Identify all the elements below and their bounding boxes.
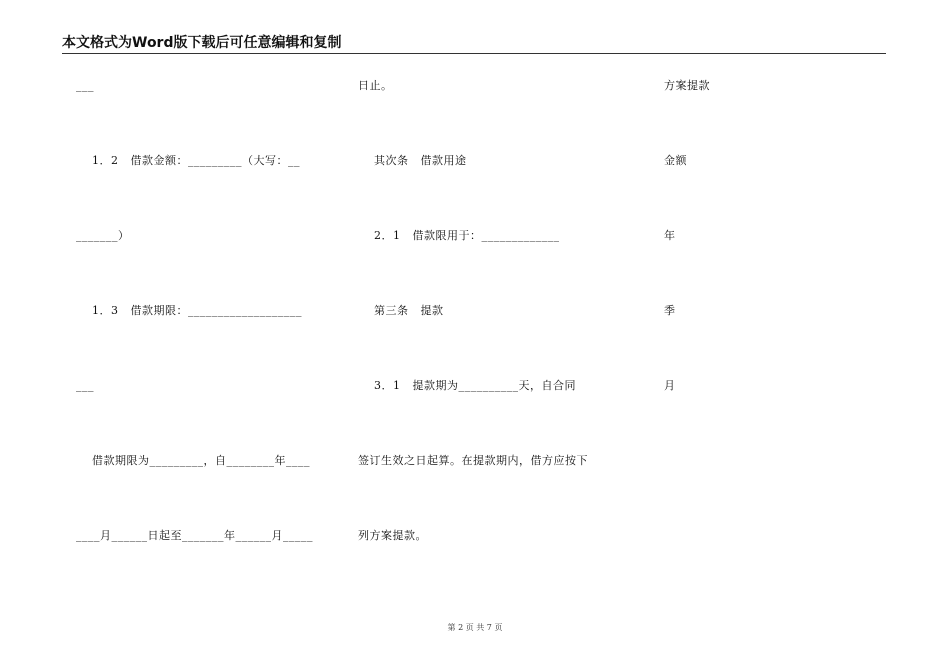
right-line-1: 方案提款 bbox=[664, 79, 710, 92]
left-line-1: ___ bbox=[76, 79, 94, 92]
right-line-5: 月 bbox=[664, 379, 676, 392]
left-line-7: ____月______日起至_______年______月_____ bbox=[76, 529, 313, 542]
left-line-3: _______） bbox=[76, 229, 130, 242]
page-number: 第 2 页 共 7 页 bbox=[447, 623, 503, 632]
middle-line-4: 第三条 提款 bbox=[358, 304, 444, 317]
middle-line-7: 列方案提款。 bbox=[358, 529, 427, 542]
left-line-6: 借款期限为_________，自________年____ bbox=[76, 454, 310, 467]
middle-line-6: 签订生效之日起算。在提款期内，借方应按下 bbox=[358, 454, 588, 467]
right-line-4: 季 bbox=[664, 304, 676, 317]
middle-line-2: 其次条 借款用途 bbox=[358, 154, 467, 167]
right-line-3: 年 bbox=[664, 229, 676, 242]
left-line-5: ___ bbox=[76, 379, 94, 392]
header-title: 本文格式为Word版下载后可任意编辑和复制 bbox=[62, 35, 342, 51]
right-line-2: 金额 bbox=[664, 154, 687, 167]
left-line-2: 1．2 借款金额：_________（大写：__ bbox=[76, 154, 300, 167]
middle-line-3: 2．1 借款限用于：_____________ bbox=[358, 229, 560, 242]
left-line-4: 1．3 借款期限：___________________ bbox=[76, 304, 302, 317]
middle-line-1: 日止。 bbox=[358, 79, 393, 92]
middle-line-5: 3．1 提款期为__________天，自合同 bbox=[358, 379, 576, 392]
page-header bbox=[62, 35, 886, 54]
